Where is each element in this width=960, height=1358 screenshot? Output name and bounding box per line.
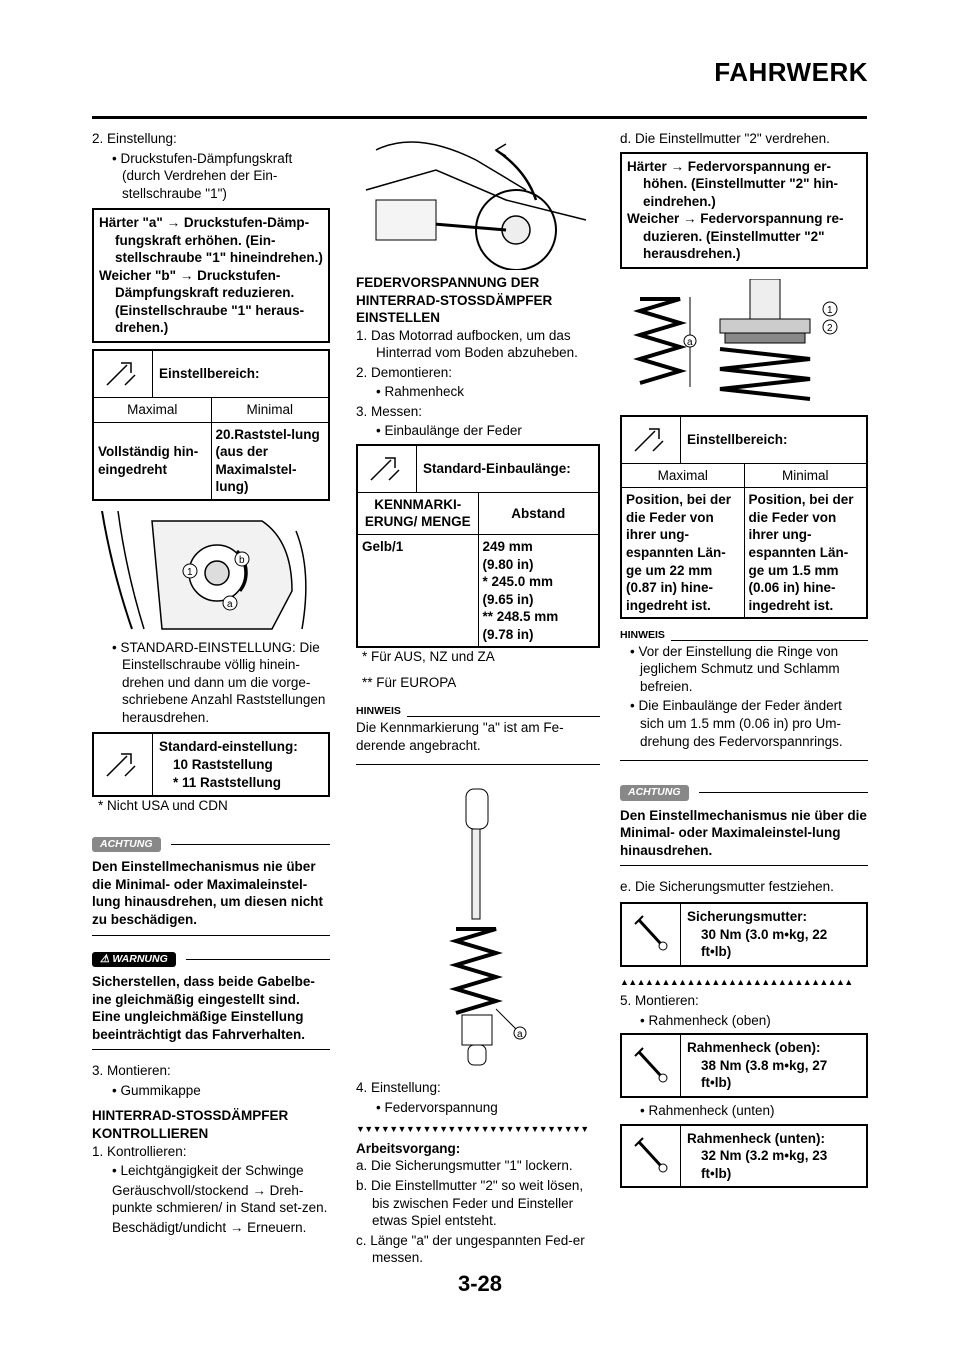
- bullet-item: • STANDARD-EINSTELLUNG: Die Einstellschraube völlig hinein-drehen und dann um die vorge-schriebene Anzahl Raststellungen herausdrehen.: [112, 639, 326, 725]
- box-harder: Härter "a" → Druckstufen-Dämp-fungskraft erhöhen. (Ein-stellschraube "1" hineindrehen.): [99, 215, 323, 266]
- box-harder: Härter → Federvorspannung er-höhen. (Einstellmutter "2" hin-eindrehen.): [627, 158, 839, 209]
- footnote-1: * Für AUS, NZ und ZA: [362, 649, 495, 665]
- bullet-item: • Einbaulänge der Feder: [376, 423, 522, 439]
- step-1: 1. Das Motorrad aufbocken, um das Hinterrad vom Boden abzuheben.: [356, 327, 578, 361]
- cell-marking: Gelb/1: [358, 535, 478, 647]
- procedure-b: b. Die Einstellmutter "2" so weit lösen, bis zwischen Feder und Einsteller etwas Spiel entsteht.: [356, 1178, 584, 1229]
- bullet-item: • Druckstufen-Dämpfungskraft (durch Verdrehen der Ein-stellschraube "1"): [112, 150, 293, 201]
- torque-title: Sicherungsmutter:: [687, 908, 808, 924]
- label-2: 2: [827, 322, 833, 334]
- range-title: Einstellbereich:: [159, 366, 260, 382]
- achtung-badge: ACHTUNG: [92, 837, 161, 853]
- procedure-title: Arbeitsvorgang:: [356, 1140, 461, 1156]
- standard-setting-box: [92, 732, 330, 797]
- procedure-start-marker: ▼▼▼▼▼▼▼▼▼▼▼▼▼▼▼▼▼▼▼▼▼▼▼▼▼▼▼▼: [356, 1124, 589, 1135]
- adjust-direction-box: [620, 152, 868, 269]
- shock-absorber-illustration: [356, 779, 600, 1069]
- col-distance: Abstand: [478, 493, 598, 535]
- achtung-header: [620, 785, 868, 801]
- col-marking: KENNMARKI-ERUNG/ MENGE: [358, 493, 478, 535]
- torque-value: 32 Nm (3.2 m•kg, 23 ft•lb): [701, 1148, 828, 1181]
- label-a: a: [227, 598, 233, 610]
- range-table: [94, 398, 328, 499]
- range-max-value: Position, bei der die Feder von ihrer ung-espannten Län-ge um 22 mm (0.87 in) hine-ingedreht ist.: [622, 488, 744, 617]
- wrench-icon: [358, 446, 417, 492]
- hinweis-header: HINWEIS: [356, 705, 600, 719]
- bullet-item: • Rahmenheck: [376, 384, 465, 400]
- range-min-value: 20.Raststel-lung (aus der Maximalstel-lung): [215, 426, 320, 495]
- torque-box-locknut: [620, 902, 868, 967]
- achtung-header: [92, 837, 330, 853]
- bullet-item: • Rahmenheck (unten): [640, 1103, 775, 1119]
- label-a: a: [517, 1029, 523, 1041]
- range-min-value: Position, bei der die Feder von ihrer ung-espannten Län-ge um 1.5 mm (0.06 in) hine-ingedreht ist.: [748, 492, 854, 613]
- section-heading: HINTERRAD-STOSSDÄMPFER KONTROLLIEREN: [92, 1108, 289, 1141]
- column-3: [620, 130, 868, 1188]
- adjust-direction-box: [92, 208, 330, 343]
- warnung-header: [92, 952, 330, 968]
- label-b: b: [239, 554, 245, 566]
- wrench-icon: [622, 417, 681, 463]
- box-softer: Weicher "b" → Druckstufen-Dämpfungskraft reduzieren. (Einstellschraube "1" heraus-drehen.): [99, 267, 305, 336]
- bullet-item: • Vor der Einstellung die Ringe von jeglichem Schmutz und Schlamm befreien.: [630, 643, 840, 694]
- torque-wrench-icon: [622, 1035, 681, 1096]
- box-softer: Weicher → Federvorspannung re-duzieren. (Einstellmutter "2" herausdrehen.): [627, 211, 844, 262]
- step-3: 3. Montieren:: [92, 1063, 171, 1079]
- torque-box-upper: [620, 1033, 868, 1098]
- range-col-min: Minimal: [744, 464, 866, 488]
- range-title: Einstellbereich:: [687, 431, 788, 447]
- bullet-item: • Die Einbaulänge der Feder ändert sich um 1.5 mm (0.06 in) pro Um-drehung des Federvorspannrings.: [630, 698, 843, 749]
- column-1: [92, 130, 330, 1238]
- achtung-text: Den Einstellmechanismus nie über die Minimal- oder Maximaleinstel-lung hinausdrehen, um diesen nicht zu beschädigen.: [92, 859, 324, 927]
- achtung-badge: ACHTUNG: [620, 785, 689, 801]
- range-box: [92, 349, 330, 501]
- check-result-b: Beschädigt/undicht → Erneuern.: [112, 1219, 307, 1235]
- wrench-icon: [94, 734, 153, 795]
- cell-distance: 249 mm (9.80 in) * 245.0 mm (9.65 in) ** 248.5 mm (9.78 in): [482, 539, 559, 642]
- range-table: [622, 464, 866, 617]
- range-max-value: Vollständig hin-eingedreht: [94, 422, 211, 499]
- step-2: 2. Demontieren:: [356, 364, 453, 380]
- bullet-item: • Federvorspannung: [376, 1099, 498, 1115]
- procedure-a: a. Die Sicherungsmutter "1" lockern.: [356, 1158, 573, 1174]
- install-length-box: [356, 444, 600, 648]
- torque-title: Rahmenheck (oben):: [687, 1040, 821, 1056]
- achtung-text: Den Einstellmechanismus nie über die Minimal- oder Maximaleinstel-lung hinausdrehen.: [620, 807, 867, 858]
- procedure-end-marker: ▲▲▲▲▲▲▲▲▲▲▲▲▲▲▲▲▲▲▲▲▲▲▲▲▲▲▲▲: [620, 976, 853, 987]
- step-5: 5. Montieren:: [620, 993, 699, 1009]
- torque-value: 38 Nm (3.8 m•kg, 27 ft•lb): [701, 1057, 828, 1091]
- motorcycle-rear-illustration: [356, 130, 600, 270]
- fork-adjuster-illustration: [92, 511, 330, 631]
- install-length-table: [358, 493, 598, 646]
- check-step-1: 1. Kontrollieren:: [92, 1143, 187, 1159]
- range-col-min: Minimal: [211, 398, 328, 422]
- label-a: a: [687, 336, 693, 348]
- page-title: FAHRWERK: [714, 57, 868, 87]
- std-value-2: * 11 Raststellung: [173, 774, 282, 790]
- hinweis-header: HINWEIS: [620, 629, 868, 643]
- label-1: 1: [827, 304, 833, 316]
- bullet-item: • Gummikappe: [112, 1082, 201, 1098]
- bullet-item: • Rahmenheck (oben): [640, 1012, 771, 1028]
- step-2: 2. Einstellung:: [92, 131, 177, 146]
- procedure-e: e. Die Sicherungsmutter festziehen.: [620, 879, 834, 895]
- label-1: 1: [187, 566, 193, 578]
- wrench-icon: [94, 351, 153, 397]
- bullet-item: • Leichtgängigkeit der Schwinge: [112, 1163, 304, 1179]
- section-heading: FEDERVORSPANNUNG DER HINTERRAD-STOSSDÄMPFER EINSTELLEN: [356, 275, 553, 326]
- std-title: Standard-einstellung:: [159, 739, 298, 755]
- spring-adjuster-illustration: [620, 279, 868, 409]
- torque-box-lower: [620, 1124, 868, 1189]
- torque-title: Rahmenheck (unten):: [687, 1130, 826, 1146]
- range-box: [620, 415, 868, 619]
- column-2: [356, 130, 600, 1269]
- install-length-title: Standard-Einbaulänge:: [423, 460, 571, 476]
- check-result-a: Geräuschvoll/stockend → Dreh-punkte schmieren/ in Stand set-zen.: [112, 1182, 328, 1216]
- std-footnote: * Nicht USA und CDN: [98, 798, 228, 814]
- range-col-max: Maximal: [622, 464, 744, 488]
- footnote-2: ** Für EUROPA: [362, 674, 457, 690]
- step-4: 4. Einstellung:: [356, 1080, 441, 1096]
- warning-icon: ⚠ WARNUNG: [92, 952, 176, 968]
- range-col-max: Maximal: [94, 398, 211, 422]
- header-rule: [92, 116, 867, 119]
- procedure-d: d. Die Einstellmutter "2" verdrehen.: [620, 131, 830, 146]
- step-3: 3. Messen:: [356, 403, 423, 419]
- page-number: 3-28: [457, 1271, 503, 1296]
- procedure-c: c. Länge "a" der ungespannten Fed-er messen.: [356, 1232, 585, 1266]
- torque-wrench-icon: [622, 904, 681, 965]
- std-value-1: 10 Raststellung: [173, 757, 273, 773]
- torque-wrench-icon: [622, 1126, 681, 1187]
- warnung-text: Sicherstellen, dass beide Gabelbe-ine gleichmäßig eingestellt sind. Eine ungleichmäßige Einstellung beeinträchtigt das Fahrverhalten.: [92, 974, 315, 1042]
- hinweis-text: Die Kennmarkierung "a" ist am Fe-derende angebracht.: [356, 720, 564, 753]
- torque-value: 30 Nm (3.0 m•kg, 22 ft•lb): [701, 926, 828, 960]
